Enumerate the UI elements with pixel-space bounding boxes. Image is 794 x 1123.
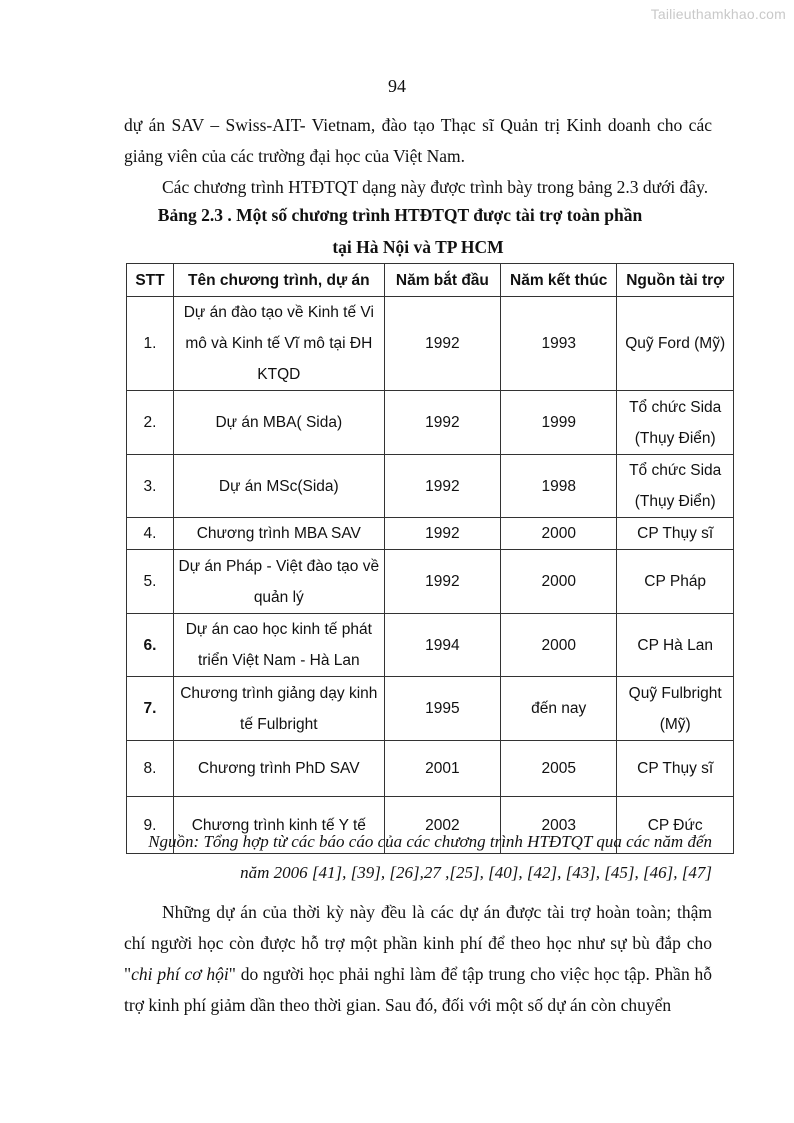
table-row [127,391,734,455]
cell-funder: CP Đức [617,797,734,854]
cell-start-year: 1992 [384,455,500,518]
cell-end-year: 1999 [501,391,617,455]
cell-stt: 5. [127,550,174,614]
cell-program-name: Dự án đào tạo về Kinh tế Vi mô và Kinh tế Vĩ mô tại ĐH KTQD [173,297,384,391]
table-row [127,455,734,518]
table-header-row [127,264,734,297]
cell-stt: 1. [127,297,174,391]
cell-funder: CP Thụy sĩ [617,741,734,797]
page-number: 94 [388,76,406,96]
header-funder: Nguồn tài trợ [617,264,734,297]
cell-funder: CP Pháp [617,550,734,614]
table-row [127,297,734,391]
cell-stt: 4. [127,518,174,550]
cell-start-year: 1995 [384,677,500,741]
cell-stt: 8. [127,741,174,797]
paragraph-discussion [124,897,712,1021]
paragraph-table-intro: Các chương trình HTĐTQT dạng này được trình bày trong bảng 2.3 dưới đây. [162,177,709,197]
cell-stt: 2. [127,391,174,455]
paragraph-italic-term: chi phí cơ hội [131,964,229,984]
table-row [127,550,734,614]
cell-program-name: Chương trình giảng dạy kinh tế Fulbright [173,677,384,741]
table-source-note: Nguồn: Tổng hợp từ các báo cáo của các chương trình HTĐTQT qua các năm đến năm 2006 [41], [39], [26],27 ,[25], [40], [42], [43], [45], [46], [47] [148,832,712,882]
watermark-text: Tailieuthamkhao.com [650,6,786,22]
cell-start-year: 1994 [384,614,500,677]
cell-funder: Tổ chức Sida (Thụy Điển) [617,455,734,518]
cell-start-year: 1992 [384,297,500,391]
cell-funder: Quỹ Fulbright (Mỹ) [617,677,734,741]
table-row [127,614,734,677]
cell-end-year: đến nay [501,677,617,741]
cell-program-name: Dự án cao học kinh tế phát triển Việt Nam - Hà Lan [173,614,384,677]
cell-funder: CP Thụy sĩ [617,518,734,550]
header-end-year: Năm kết thúc [501,264,617,297]
cell-start-year: 1992 [384,550,500,614]
table-row [127,741,734,797]
cell-stt: 9. [127,797,174,854]
cell-start-year: 2002 [384,797,500,854]
cell-program-name: Chương trình kinh tế Y tế [173,797,384,854]
paragraph-text-part1: Những dự án của thời kỳ này đều là các dự án được tài trợ hoàn toàn; thậm chí người học còn được hỗ trợ một phần kinh phí để theo học như sự bù đắp cho " [124,902,712,984]
cell-end-year: 2000 [501,550,617,614]
cell-start-year: 2001 [384,741,500,797]
cell-program-name: Dự án MSc(Sida) [173,455,384,518]
cell-stt: 6. [127,614,174,677]
cell-funder: Quỹ Ford (Mỹ) [617,297,734,391]
paragraph-text-part2: " do người học phải nghỉ làm để tập trung cho việc học tập. Phần hỗ trợ kinh phí giảm dần theo thời gian. Sau đó, đối với một số dự án còn chuyển [124,964,712,1015]
cell-start-year: 1992 [384,518,500,550]
header-stt: STT [127,264,174,297]
header-start-year: Năm bắt đầu [384,264,500,297]
table-row [127,677,734,741]
table-caption-line2: tại Hà Nội và TP HCM [332,237,504,257]
cell-funder: CP Hà Lan [617,614,734,677]
cell-program-name: Dự án MBA( Sida) [173,391,384,455]
cell-end-year: 1993 [501,297,617,391]
cell-start-year: 1992 [384,391,500,455]
cell-end-year: 1998 [501,455,617,518]
cell-end-year: 2000 [501,518,617,550]
cell-program-name: Chương trình MBA SAV [173,518,384,550]
cell-end-year: 2005 [501,741,617,797]
programs-table [126,263,734,854]
cell-stt: 3. [127,455,174,518]
paragraph-intro: dự án SAV – Swiss-AIT- Vietnam, đào tạo Thạc sĩ Quản trị Kinh doanh cho các giảng viên của các trường đại học của Việt Nam. [124,115,712,166]
table-caption-line1: Bảng 2.3 . Một số chương trình HTĐTQT được tài trợ toàn phần [157,205,643,225]
cell-program-name: Dự án Pháp - Việt đào tạo về quản lý [173,550,384,614]
cell-funder: Tổ chức Sida (Thụy Điển) [617,391,734,455]
cell-end-year: 2003 [501,797,617,854]
cell-program-name: Chương trình PhD SAV [173,741,384,797]
table-row [127,518,734,550]
header-program-name: Tên chương trình, dự án [173,264,384,297]
cell-end-year: 2000 [501,614,617,677]
cell-stt: 7. [127,677,174,741]
